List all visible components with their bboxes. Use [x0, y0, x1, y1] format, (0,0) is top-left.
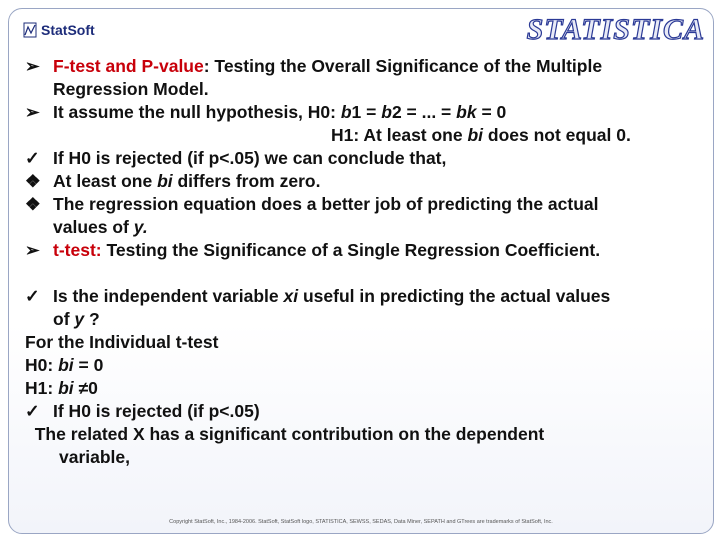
statsoft-logo-text: StatSoft: [41, 22, 95, 38]
arrow-bullet-icon: ➢: [25, 102, 40, 122]
text: y.: [133, 217, 148, 237]
line-h0-bi: [25, 354, 705, 377]
line-null-hypothesis: [25, 101, 705, 124]
colon: :: [203, 56, 210, 76]
text: The related X has a significant contribution on the dependent: [25, 424, 545, 444]
text: If H0 is rejected (if p<.05): [53, 401, 260, 421]
copyright-footer: Copyright StatSoft, Inc., 1984-2006. StatSoft, StatSoft logo, STATISTICA, SEWSS, SEDAS, Data Miner, SEPATH and GTrees are trademarks of StatSoft, Inc.: [169, 519, 553, 525]
arrow-bullet-icon: ➢: [25, 56, 40, 76]
ftest-text-cont: Regression Model.: [53, 79, 209, 99]
text: ≠0: [73, 378, 98, 398]
line-ttest: [25, 239, 705, 262]
line-related-x-cont: [25, 446, 705, 469]
line-regression-better-cont: [25, 216, 705, 239]
text: bi: [58, 355, 74, 375]
text: bk: [456, 102, 477, 122]
text: of: [53, 309, 75, 329]
text: = 0: [476, 102, 507, 122]
text: H1:: [25, 378, 59, 398]
line-independent-variable: [25, 285, 705, 308]
text: variable,: [59, 447, 131, 467]
statsoft-logo: [23, 21, 95, 39]
text: xi: [283, 286, 299, 306]
text: H1: At least one: [331, 125, 468, 145]
check-bullet-icon: ✓: [25, 401, 40, 421]
line-h0-rejected: [25, 147, 705, 170]
text: At least one: [53, 171, 158, 191]
text: useful in predicting the actual values: [298, 286, 611, 306]
ftest-label: F-test and P-value: [53, 56, 204, 76]
text: ?: [84, 309, 100, 329]
text: Is the independent variable: [53, 286, 284, 306]
text: H0:: [25, 355, 59, 375]
line-h1-bi: [25, 377, 705, 400]
line-bi-differs: [25, 170, 705, 193]
check-bullet-icon: ✓: [25, 286, 40, 306]
text: values of: [53, 217, 134, 237]
slide-body: [25, 55, 705, 469]
text: bi: [58, 378, 74, 398]
diamond-bullet-icon: ❖: [25, 194, 41, 214]
text: If H0 is rejected (if p<.05) we can conclude that,: [53, 148, 447, 168]
spacer: [25, 262, 705, 285]
text: It assume the null hypothesis, H0:: [53, 102, 341, 122]
text: b: [381, 102, 392, 122]
line-related-x: [25, 423, 705, 446]
text: differs from zero.: [172, 171, 321, 191]
text: bi: [157, 171, 173, 191]
text: For the Individual t-test: [25, 332, 219, 352]
line-ftest: [25, 55, 705, 78]
arrow-bullet-icon: ➢: [25, 240, 40, 260]
diamond-bullet-icon: ❖: [25, 171, 41, 191]
text: 1 =: [351, 102, 382, 122]
line-regression-better: [25, 193, 705, 216]
text: The regression equation does a better job of predicting the actual: [53, 194, 599, 214]
text: y: [74, 309, 85, 329]
ttest-text: Testing the Significance of a Single Regression Coefficient.: [101, 240, 601, 260]
text: does not equal 0.: [483, 125, 631, 145]
line-independent-variable-cont: [25, 308, 705, 331]
text: bi: [467, 125, 484, 145]
text: b: [340, 102, 352, 122]
statsoft-logo-icon: [23, 21, 37, 39]
line-h0-rejected-2: [25, 400, 705, 423]
line-ftest-cont: [25, 78, 705, 101]
text: = 0: [73, 355, 104, 375]
line-h1: [25, 124, 705, 147]
text: 2 = ... =: [391, 102, 457, 122]
check-bullet-icon: ✓: [25, 148, 40, 168]
ttest-label: t-test:: [53, 240, 102, 260]
slide: [8, 8, 714, 534]
ftest-text: Testing the Overall Significance of the Multiple: [209, 56, 603, 76]
line-individual-ttest: [25, 331, 705, 354]
statistica-logo: STATISTICA: [526, 13, 705, 46]
